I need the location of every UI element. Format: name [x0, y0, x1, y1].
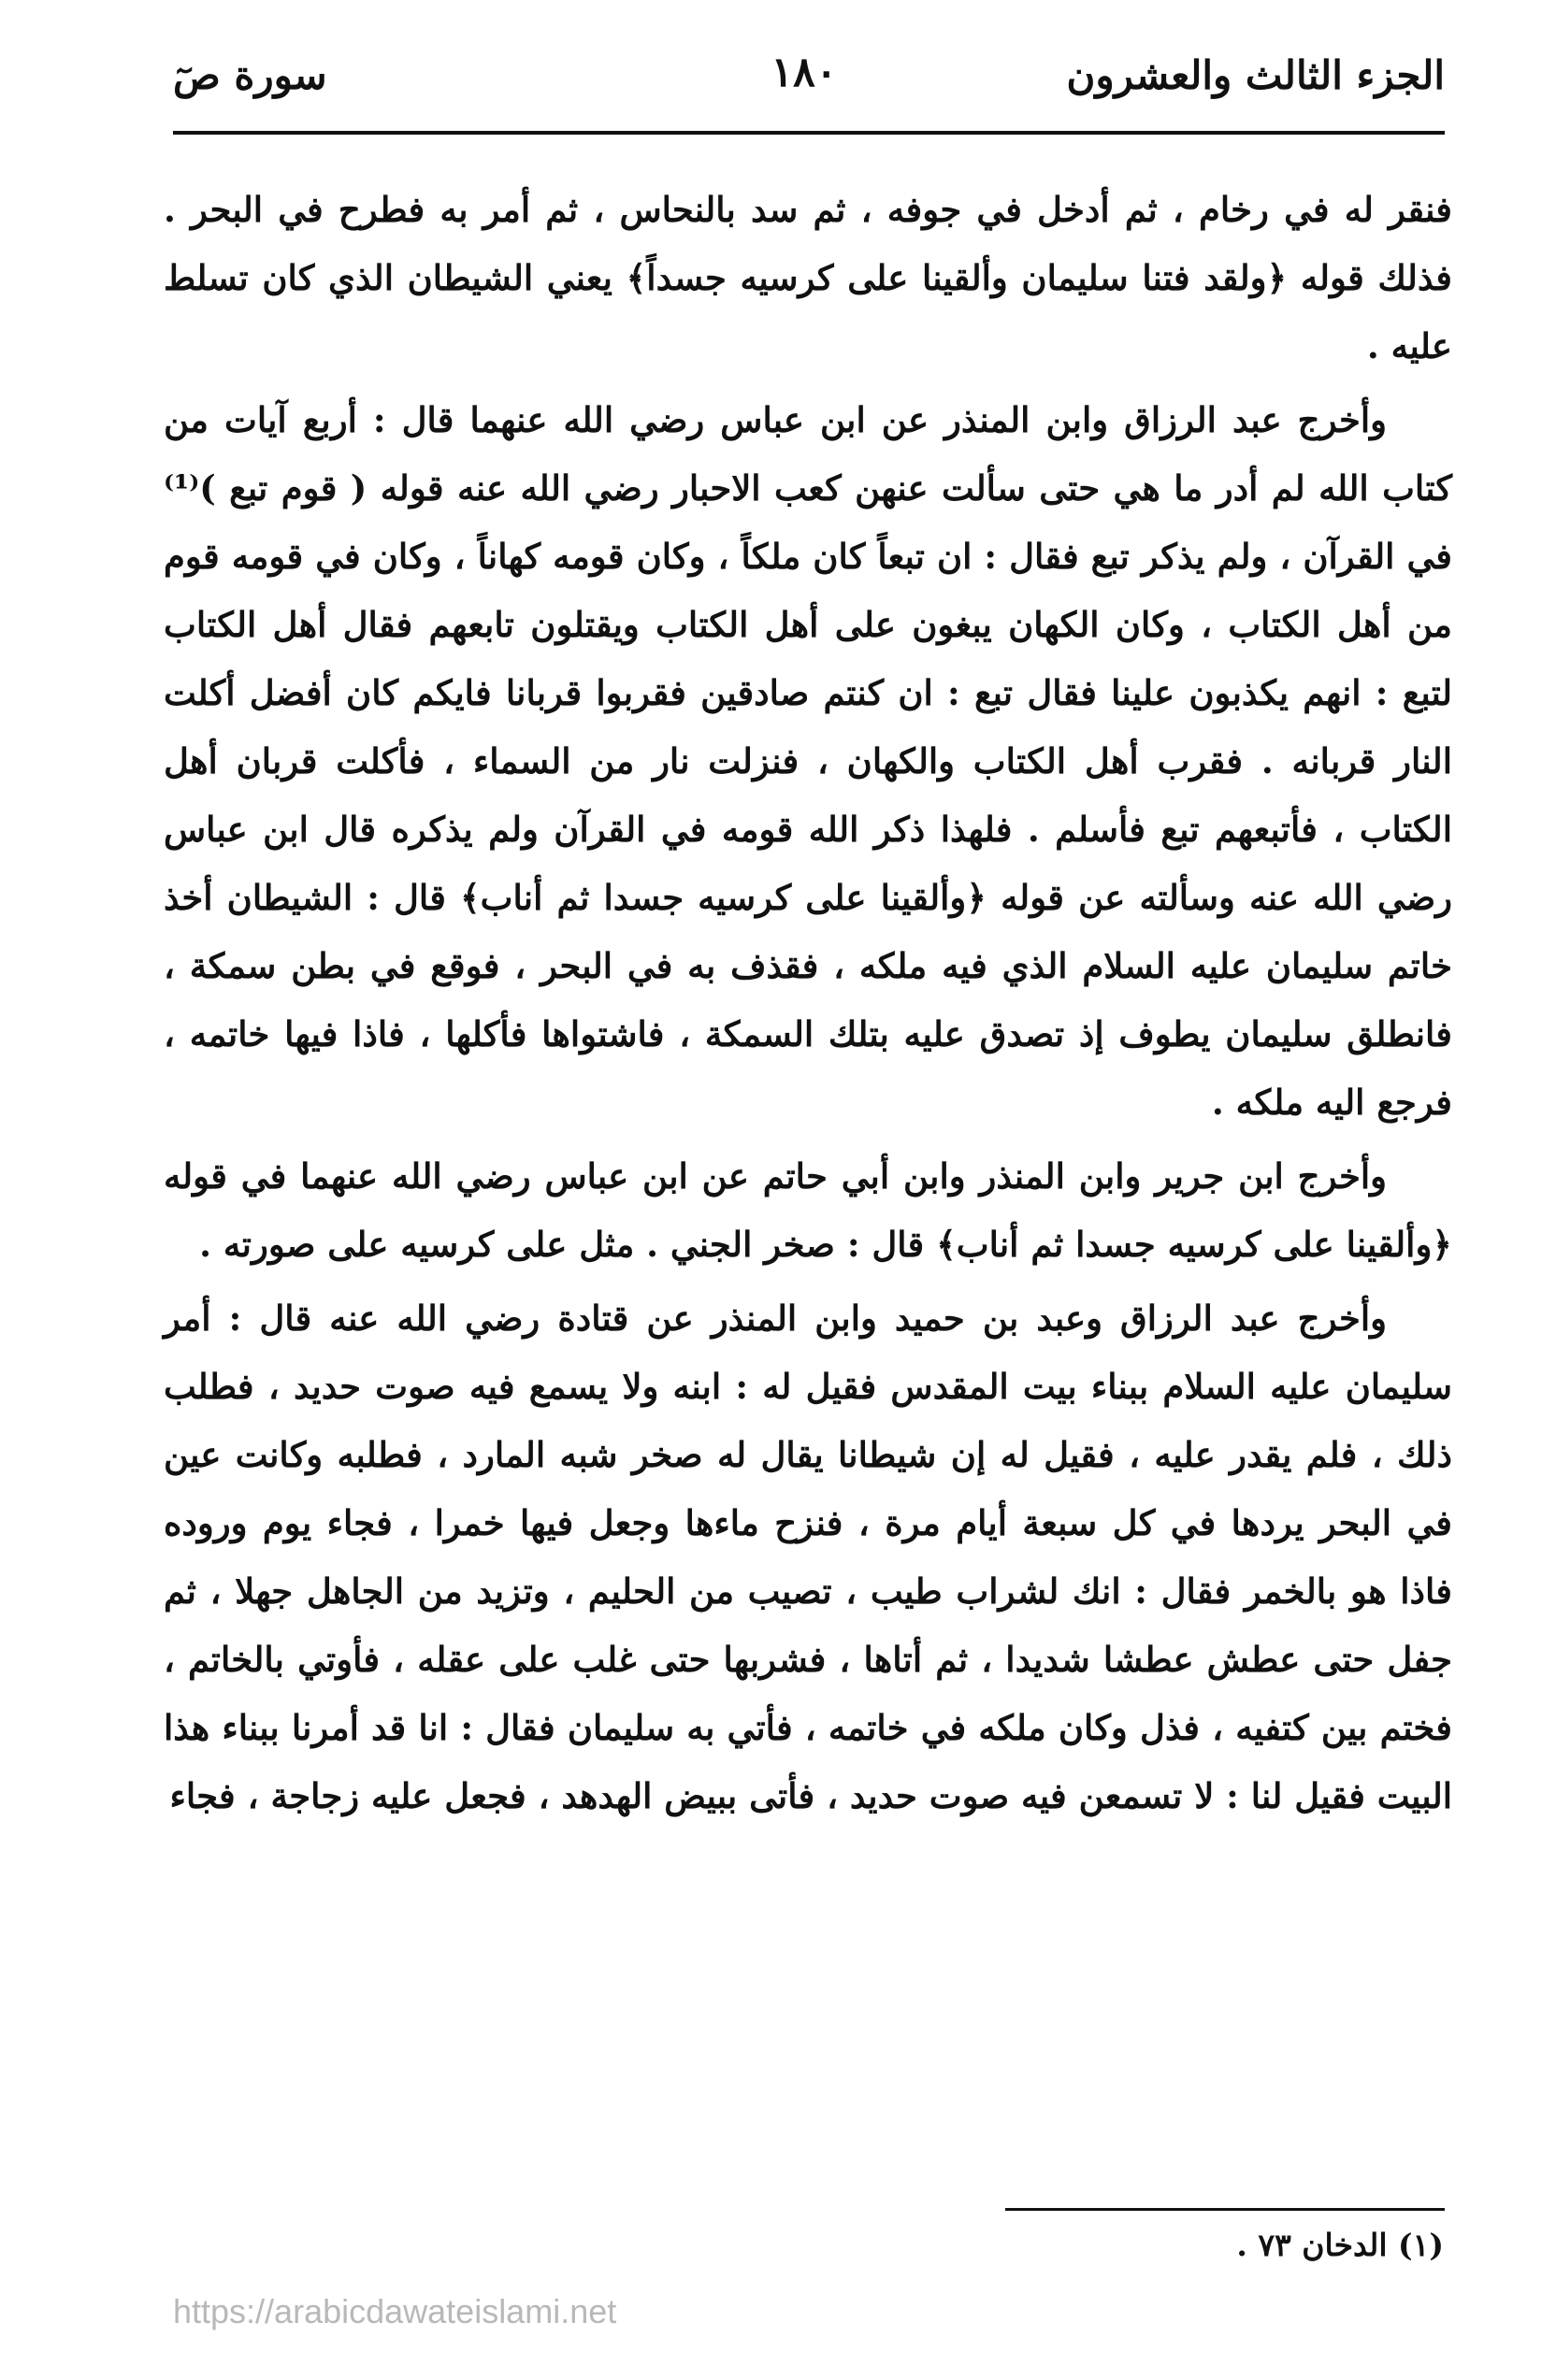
- part-title: الجزء الثالث والعشرون: [1066, 52, 1445, 98]
- watermark-url: https://arabicdawateislami.net: [173, 2292, 617, 2330]
- footnote: (١) الدخان ٧٣ .: [1236, 2227, 1444, 2263]
- paragraph-3: وأخرج ابن جرير وابن المنذر وابن أبي حاتم عن ابن عباس رضي الله عنهما في قوله ﴿وألقينا على كرسيه جسدا ثم أناب﴾ قال : صخر الجني . مثل على كرسيه على صورته .: [164, 1155, 1452, 1265]
- paragraph-2: وأخرج عبد الرزاق وابن المنذر عن ابن عباس رضي الله عنهما قال : أربع آيات من كتاب الله لم أدر ما هي حتى سألت عنهن كعب الاحبار رضي الله عنه قوله ( قوم تبع )⁽¹⁾ في القرآن ، ولم يذكر تبع فقال : ان تبعاً كان ملكاً ، وكان قومه كهاناً ، وكان في قومه قوم من أهل الكتاب ، وكان الكهان يبغون على أهل الكتاب ويقتلون تابعهم فقال أهل الكتاب لتبع : انهم يكذبون علينا فقال تبع : ان كنتم صادقين فقربوا قربانا فايكم كان أفضل أكلت النار قربانه . فقرب أهل الكتاب والكهان ، فنزلت نار من السماء ، فأكلت قربان أهل الكتاب ، فأتبعهم تبع فأسلم . فلهذا ذكر الله قومه في القرآن ولم يذكره قال ابن عباس رضي الله عنه وسألته عن قوله ﴿وألقينا على كرسيه جسدا ثم أناب﴾ قال : الشيطان أخذ خاتم سليمان عليه السلام الذي فيه ملكه ، فقذف به في البحر ، فوقع في بطن سمكة ، فانطلق سليمان يطوف إذ تصدق عليه بتلك السمكة ، فاشتواها فأكلها ، فاذا فيها خاتمه ، فرجع اليه ملكه .: [164, 399, 1452, 1123]
- page-header: [164, 36, 1445, 110]
- paragraph-1: فنقر له في رخام ، ثم أدخل في جوفه ، ثم سد بالنحاس ، ثم أمر به فطرح في البحر . فذلك قوله ﴿ولقد فتنا سليمان وألقينا على كرسيه جسداً﴾ يعني الشيطان الذي كان تسلط عليه .: [164, 189, 1452, 366]
- surah-title: سورة صٓ: [173, 52, 327, 98]
- header-divider: [173, 131, 1445, 135]
- footnote-divider: [1005, 2208, 1445, 2211]
- paragraph-4: وأخرج عبد الرزاق وعبد بن حميد وابن المنذر عن قتادة رضي الله عنه قال : أمر سليمان عليه السلام ببناء بيت المقدس فقيل له : ابنه ولا يسمع فيه صوت حديد ، فطلب ذلك ، فلم يقدر عليه ، فقيل له إن شيطانا يقال له صخر شبه المارد ، فطلبه وكانت عين في البحر يردها في كل سبعة أيام مرة ، فنزح ماءها وجعل فيها خمرا ، فجاء يوم وروده فاذا هو بالخمر فقال : انك لشراب طيب ، تصيب من الحليم ، وتزيد من الجاهل جهلا ، ثم جفل حتى عطش عطشا شديدا ، ثم أتاها ، فشربها حتى غلب على عقله ، فأوتي بالخاتم ، فختم بين كتفيه ، فذل وكان ملكه في خاتمه ، فأتي به سليمان فقال : انا قد أمرنا ببناء هذا البيت فقيل لنا : لا تسمعن فيه صوت حديد ، فأتى ببيض الهدهد ، فجعل عليه زجاجة ، فجاء: [164, 1298, 1452, 1816]
- page-number: ١٨٠: [771, 49, 838, 96]
- main-text: [164, 176, 1452, 1830]
